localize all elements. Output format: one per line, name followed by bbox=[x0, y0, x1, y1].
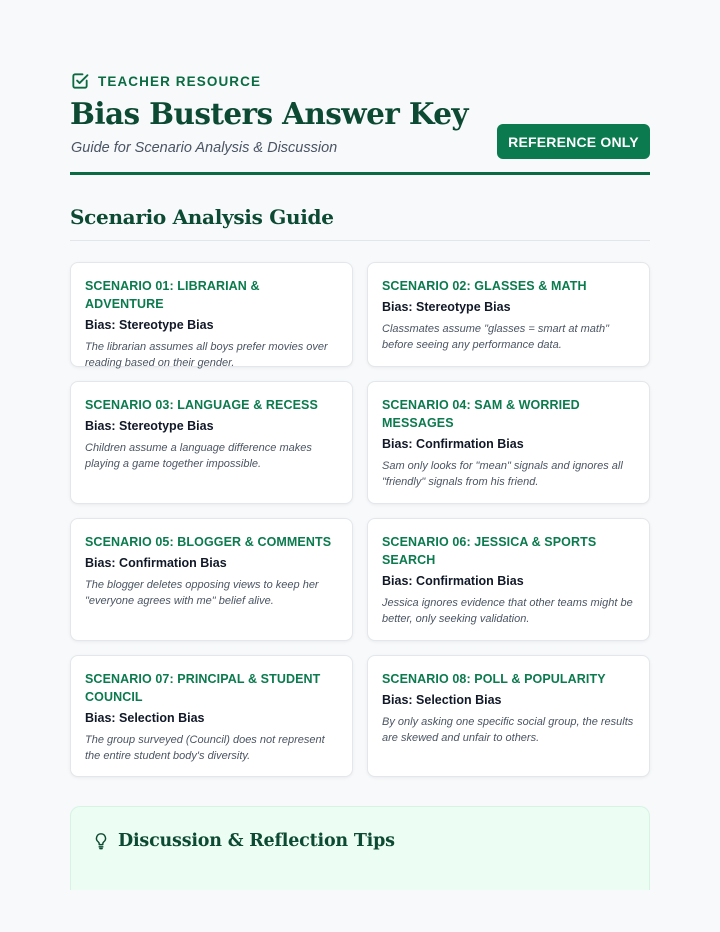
scenario-description: The librarian assumes all boys prefer movies over reading based on their gender. bbox=[85, 341, 328, 369]
scenario-card bbox=[70, 518, 353, 641]
lightbulb-icon bbox=[93, 832, 109, 850]
scenario-title: SCENARIO 03: LANGUAGE & RECESS bbox=[85, 398, 318, 412]
scenario-card bbox=[70, 381, 353, 504]
reference-only-badge: REFERENCE ONLY bbox=[497, 124, 650, 159]
scenario-card bbox=[70, 655, 353, 777]
section-divider bbox=[70, 240, 650, 241]
tips-title: Discussion & Reflection Tips bbox=[118, 831, 395, 851]
answer-key-page bbox=[70, 0, 650, 932]
scenario-title: SCENARIO 07: PRINCIPAL & STUDENT COUNCIL bbox=[85, 672, 321, 704]
scenario-description: The group surveyed (Council) does not represent the entire student body's diversity. bbox=[85, 734, 325, 762]
scenario-bias: Bias: Selection Bias bbox=[382, 693, 502, 707]
scenario-title: SCENARIO 01: LIBRARIAN & ADVENTURE bbox=[85, 279, 260, 311]
page-title: Bias Busters Answer Key bbox=[70, 96, 468, 131]
scenario-bias: Bias: Stereotype Bias bbox=[85, 419, 214, 433]
page-subtitle: Guide for Scenario Analysis & Discussion bbox=[71, 140, 338, 156]
scenario-description: Classmates assume "glasses = smart at math" before seeing any performance data. bbox=[382, 323, 609, 351]
scenario-title: SCENARIO 06: JESSICA & SPORTS SEARCH bbox=[382, 535, 597, 567]
scenario-card bbox=[367, 518, 650, 641]
header-divider bbox=[70, 172, 650, 175]
scenario-card bbox=[367, 655, 650, 777]
checkbox-check-icon bbox=[70, 71, 90, 91]
scenario-bias: Bias: Stereotype Bias bbox=[382, 300, 511, 314]
scenario-description: Sam only looks for "mean" signals and ignores all "friendly" signals from his friend. bbox=[382, 460, 623, 488]
scenario-title: SCENARIO 05: BLOGGER & COMMENTS bbox=[85, 535, 332, 549]
eyebrow bbox=[70, 71, 261, 91]
scenario-card bbox=[367, 381, 650, 504]
section-title: Scenario Analysis Guide bbox=[70, 205, 334, 229]
scenario-card bbox=[70, 262, 353, 367]
discussion-tips-panel bbox=[70, 806, 650, 896]
tips-header bbox=[93, 831, 395, 851]
scenario-bias: Bias: Selection Bias bbox=[85, 711, 205, 725]
scenario-bias: Bias: Stereotype Bias bbox=[85, 318, 214, 332]
scenario-bias: Bias: Confirmation Bias bbox=[382, 437, 524, 451]
scenario-description: Jessica ignores evidence that other teams might be better, only seeking validation. bbox=[382, 597, 633, 625]
scenario-description: The blogger deletes opposing views to keep her "everyone agrees with me" belief alive. bbox=[85, 579, 319, 607]
eyebrow-label: TEACHER RESOURCE bbox=[98, 73, 262, 89]
scenario-title: SCENARIO 08: POLL & POPULARITY bbox=[382, 672, 606, 686]
scenario-card bbox=[367, 262, 650, 367]
scenario-bias: Bias: Confirmation Bias bbox=[382, 574, 524, 588]
scenario-description: Children assume a language difference makes playing a game together impossible. bbox=[85, 442, 312, 470]
scenario-title: SCENARIO 02: GLASSES & MATH bbox=[382, 279, 587, 293]
scenario-title: SCENARIO 04: SAM & WORRIED MESSAGES bbox=[382, 398, 580, 430]
scenario-description: By only asking one specific social group, the results are skewed and unfair to others. bbox=[382, 716, 634, 744]
scenario-bias: Bias: Confirmation Bias bbox=[85, 556, 227, 570]
page-bottom-edge bbox=[0, 890, 720, 932]
